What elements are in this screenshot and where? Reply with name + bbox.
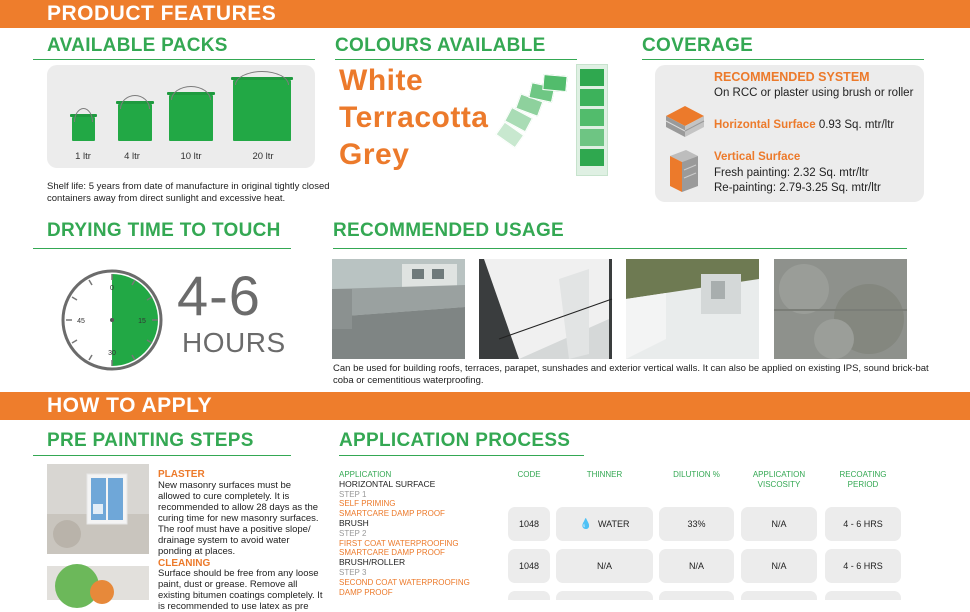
cleaning-title: CLEANING [158,558,211,569]
plaster-text: New masonry surfaces must be allowed to cure completely. It is recommended to allow 28 days as the curing time for new masonry surfaces. The roof must have a positive slope/ drainage system to avoid water ponding at places. [158,480,319,557]
repainting-text: Re-painting: 2.79-3.25 Sq. mtr/ltr [714,182,881,194]
usage-photo-roof [626,259,759,359]
pre-painting-title: PRE PAINTING STEPS [47,430,254,451]
recommended-system-title: RECOMMENDED SYSTEM [714,70,870,84]
table-cell-dilution: 33% [659,507,734,541]
section-rule [333,248,907,249]
table-cell-recoating: 4 - 6 HRS [825,549,901,583]
usage-photo-wall [774,259,907,359]
pack-label: 4 ltr [124,151,140,162]
drying-hours-value: 4-6 [177,264,261,327]
clock-mark: 0 [110,285,114,292]
clock-mark: 30 [108,350,116,357]
bucket-20ltr-icon [233,80,291,141]
application-steps-column [339,470,499,597]
section-rule [33,455,291,456]
step-name: FIRST COAT WATERPROOFING [339,538,459,548]
clock-mark: 45 [77,318,85,325]
colours-available-title: COLOURS AVAILABLE [335,35,546,56]
table-cell-recoating: 4 - 6 HRS [825,507,901,541]
pack-label: 1 ltr [75,151,91,162]
application-header: APPLICATION [339,470,392,479]
table-cell-partial [556,591,653,600]
step-label: STEP 3 [339,567,367,577]
banner-title: HOW TO APPLY [47,394,213,417]
usage-photo-terrace [332,259,465,359]
col-header-recoating: RECOATING PERIOD [839,470,887,489]
table-cell-partial [825,591,901,600]
section-rule [642,59,924,60]
available-packs-title: AVAILABLE PACKS [47,35,228,56]
vertical-surface-icon [666,150,702,194]
col-header-code: CODE [517,470,541,479]
drying-hours-unit: HOURS [182,327,286,358]
shelf-life-text: Shelf life: 5 years from date of manufacture in original tightly closed containers away from direct sunlight and excessive heat. [47,181,330,204]
table-cell-partial [741,591,817,600]
step-label: STEP 1 [339,489,367,499]
surface-label: HORIZONTAL SURFACE [339,478,436,489]
cleaning-text: Surface should be free from any loose paint, dust or grease. Remove all existing bitumen coatings completely. It is recommended to use latex as pre [158,568,323,612]
horizontal-surface-icon [664,104,706,140]
coverage-title: COVERAGE [642,35,754,56]
banner-title: PRODUCT FEATURES [47,2,277,25]
table-cell-code: 1048 [508,549,550,583]
table-cell-partial [508,591,550,600]
section-rule [33,59,315,60]
step-product: DAMP PROOF [339,587,393,597]
cleaning-photo [47,566,149,600]
step-label: STEP 2 [339,528,367,538]
vertical-surface-label: Vertical Surface [714,151,801,163]
table-cell-dilution: N/A [659,549,734,583]
recommended-system-text: On RCC or plaster using brush or roller [714,87,914,99]
colour-grey: Grey [339,138,410,171]
horizontal-surface-label: Horizontal Surface [714,119,816,131]
step-product: SMARTCARE DAMP PROOF [339,548,445,558]
drying-time-title: DRYING TIME TO TOUCH [47,220,281,241]
step-name: SECOND COAT WATERPROOFING [339,577,470,587]
step-tool: BRUSH [339,517,369,528]
pack-label: 10 ltr [180,151,202,162]
table-cell-thinner: N/A [556,549,653,583]
how-to-apply-banner [0,392,970,420]
product-features-banner [0,0,970,28]
section-rule [33,248,291,249]
clock-icon [60,268,164,372]
thinner-value: WATER [597,519,630,529]
step-product: SMARTCARE DAMP PROOF [339,509,445,519]
water-drop-icon: 💧 [579,518,592,530]
usage-description: Can be used for building roofs, terraces, parapet, sunshades and exterior vertical walls. It can also be applied on existing IPS, sound brick-bat coba or cementitious waterproofing. [333,363,929,386]
horizontal-surface-value: 0.93 Sq. mtr/ltr [818,119,895,131]
section-rule [335,59,577,60]
bucket-1ltr-icon [72,117,95,141]
table-cell-partial [659,591,734,600]
col-header-viscosity: APPLICATION VISCOSITY [752,470,806,489]
colour-terracotta: Terracotta [339,101,489,134]
col-header-thinner: THINNER [586,470,623,479]
table-cell-viscosity: N/A [741,507,817,541]
application-process-title: APPLICATION PROCESS [339,430,571,451]
pack-label: 20 ltr [252,151,274,162]
table-cell-viscosity: N/A [741,549,817,583]
table-cell-thinner [556,507,653,541]
clock-mark: 15 [138,318,146,325]
col-header-dilution: DILUTION % [673,470,720,479]
bucket-10ltr-icon [169,95,213,141]
section-rule [339,455,584,456]
step-tool: BRUSH/ROLLER [339,557,406,568]
fresh-painting-text: Fresh painting: 2.32 Sq. mtr/ltr [714,167,869,179]
plaster-photo [47,464,149,554]
horizontal-surface-row [714,119,894,131]
recommended-usage-title: RECOMMENDED USAGE [333,220,565,241]
bucket-4ltr-icon [118,104,152,141]
step-name: SELF PRIMING [339,499,396,509]
colour-white: White [339,64,424,97]
plaster-title: PLASTER [158,469,205,480]
table-cell-code: 1048 [508,507,550,541]
usage-photo-parapet [479,259,612,359]
